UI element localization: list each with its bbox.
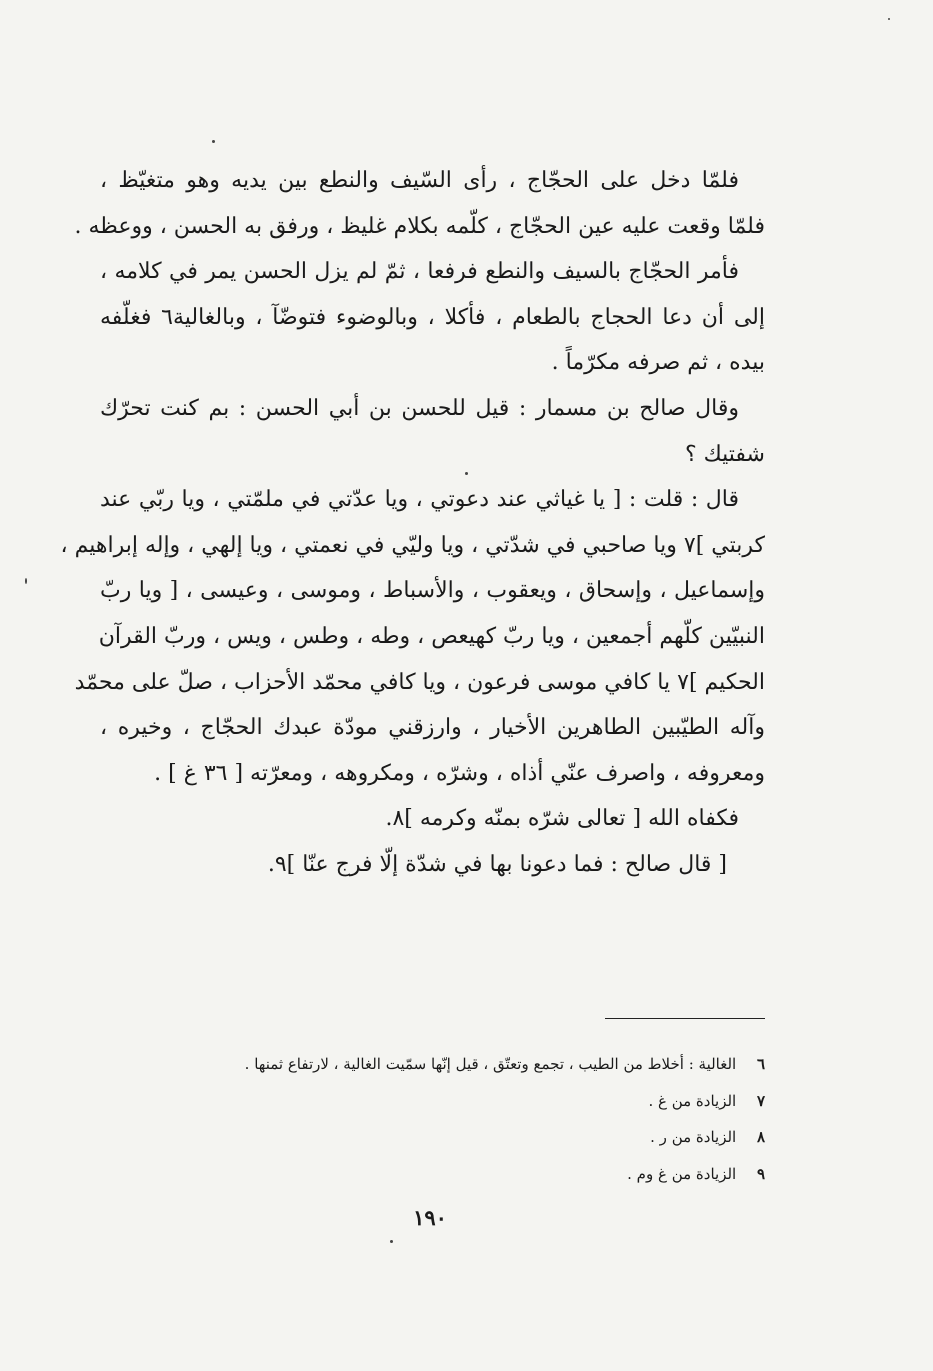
text-line: وآله الطيّبين الطاهرين الأخيار ، وارزقني مودّة عبدك الحجّاج ، وخيره ، (100, 715, 765, 741)
text-line: فكفاه الله [ تعالى شرّه بمنّه وكرمه ]٨. (385, 806, 739, 832)
text-line: إلى أن دعا الحجاج بالطعام ، فأكلا ، وبالوضوء فتوضّآ ، وبالغالية٦ فغلّفه (100, 304, 765, 330)
footnote-number: ٦ (756, 1055, 765, 1073)
text-line: النبيّين كلّهم أجمعين ، ويا ربّ كهيعص ، وطه ، وطس ، ويس ، وربّ القرآن (98, 623, 765, 649)
footnote-text: الغالية : أخلاط من الطيب ، تجمع وتعتّق ، قيل إنّها سمّيت الغالية ، لارتفاع ثمنها . (244, 1055, 737, 1073)
text-line: قال : قلت : [ يا غياثي عند دعوتي ، ويا عدّتي في ملمّتي ، ويا ربّي عند (100, 487, 739, 513)
footnote-text: الزيادة من غ وم . (627, 1164, 737, 1183)
scan-speck (465, 472, 468, 475)
text-line: ومعروفه ، واصرف عنّي أذاه ، وشرّه ، ومكروهه ، ومعرّته [ ٣٦ غ ] . (154, 760, 765, 786)
text-line: شفتيك ؟ (684, 441, 765, 467)
text-line: [ قال صالح : فما دعونا بها في شدّة إلّا فرج عنّا ]٩. (267, 851, 727, 877)
footnote-number: ٩ (756, 1164, 765, 1183)
footnote-text: الزيادة من ر . (650, 1128, 737, 1146)
text-line: كربتي ]٧ ويا صاحبي في شدّتي ، ويا وليّي في نعمتي ، ويا إلهي ، وإله إبراهيم ، (60, 532, 765, 558)
footnotes (100, 1046, 765, 1192)
text-line: وإسماعيل ، وإسحاق ، ويعقوب ، والأسباط ، وموسى ، وعيسى ، [ ويا ربّ (100, 578, 765, 604)
footnote-separator (605, 1018, 765, 1019)
footnote-number: ٨ (756, 1128, 765, 1146)
footnote (100, 1046, 765, 1083)
scan-speck (888, 18, 890, 20)
text-line: فأمر الحجّاج بالسيف والنطع فرفعا ، ثمّ لم يزل الحسن يمر في كلامه ، (100, 259, 739, 285)
footnote-text: الزيادة من غ . (648, 1091, 737, 1110)
text-line: فلمّا دخل على الحجّاج ، رأى السّيف والنطع بين يديه وهو متغيّظ ، (100, 168, 739, 193)
footnote-number: ٧ (756, 1091, 765, 1110)
footnote (100, 1156, 765, 1193)
scan-speck (212, 140, 215, 143)
main-text (60, 158, 765, 888)
footnote (100, 1083, 765, 1120)
text-line: بيده ، ثم صرفه مكرّماً . (551, 350, 765, 376)
footnote (100, 1119, 765, 1156)
text-line: فلمّا وقعت عليه عين الحجّاج ، كلّمه بكلام غليظ ، ورفق به الحسن ، ووعظه . (74, 213, 765, 239)
text-line: وقال صالح بن مسمار : قيل للحسن بن أبي الحسن : بم كنت تحرّك (100, 395, 739, 421)
scan-speck (390, 1240, 393, 1243)
page-number: ١٩٠ (413, 1205, 447, 1230)
scan-speck (25, 578, 27, 584)
text-line: الحكيم ]٧ يا كافي موسى فرعون ، ويا كافي محمّد الأحزاب ، صلّ على محمّد (74, 669, 765, 695)
